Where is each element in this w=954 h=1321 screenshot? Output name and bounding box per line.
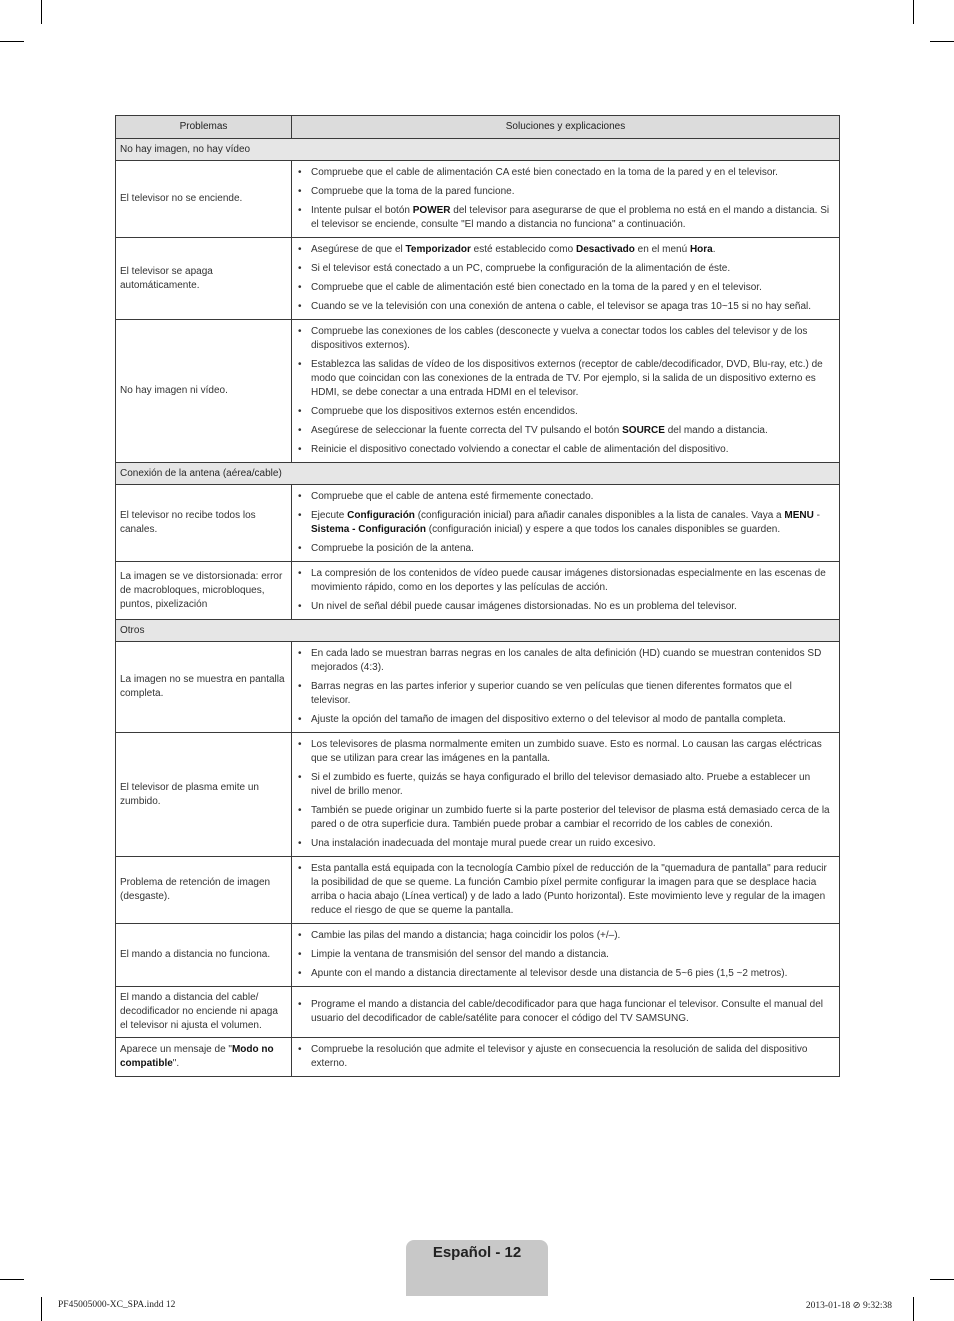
header-problems: Problemas (116, 116, 292, 139)
problem-cell: Aparece un mensaje de "Modo no compatible". (116, 1038, 292, 1077)
solution-item: • Apunte con el mando a distancia directamente al televisor desde una distancia de 5~6 pies (1,5 ~2 metros). (296, 967, 833, 981)
troubleshooting-table (115, 115, 840, 1077)
solution-item: • Compruebe las conexiones de los cables (desconecte y vuelva a conectar todos los cables del televisor y de los dispositivos externos). (296, 325, 833, 353)
keyword: MENU (784, 510, 814, 521)
solution-item: • Establezca las salidas de vídeo de los dispositivos externos (receptor de cable/decodificador, DVD, Blu-ray, etc.) de modo que coincidan con las conexiones de la entrada de TV. Por ejemplo, si la salida de un dispositivo externo es HDMI, se debe conectar a una entrada HDMI en el televisor. (296, 358, 833, 400)
solution-cell (292, 161, 840, 238)
solution-item: • Si el zumbido es fuerte, quizás se haya configurado el brillo del televisor demasiado alto. Pruebe a establecer un nivel de brillo menor. (296, 771, 833, 799)
solution-item: • Si el televisor está conectado a un PC, compruebe la configuración de la alimentación de éste. (296, 262, 833, 276)
table-row (116, 485, 840, 562)
solution-item: • Asegúrese de que el Temporizador esté establecido como Desactivado en el menú Hora. (296, 243, 833, 257)
solution-item: • Una instalación inadecuada del montaje mural puede crear un ruido excesivo. (296, 837, 833, 851)
solution-item: • Intente pulsar el botón POWER del televisor para asegurarse de que el problema no está en el mando a distancia. Si el televisor se enciende, consulte "El mando a distancia no funciona" a continuación. (296, 204, 833, 232)
keyword: Configuración (347, 510, 415, 521)
solution-item: • Compruebe la posición de la antena. (296, 542, 833, 556)
table-row (116, 320, 840, 463)
problem-cell: La imagen no se muestra en pantalla completa. (116, 642, 292, 733)
crop-mark (930, 1279, 954, 1280)
table-row (116, 642, 840, 733)
solution-item: • Compruebe que los dispositivos externos estén encendidos. (296, 405, 833, 419)
problem-cell: La imagen se ve distorsionada: error de macrobloques, microbloques, puntos, pixelización (116, 562, 292, 620)
crop-mark (0, 41, 24, 42)
table-row (116, 161, 840, 238)
solution-item: • Ajuste la opción del tamaño de imagen del dispositivo externo o del televisor al modo de pantalla completa. (296, 713, 833, 727)
solution-cell (292, 1038, 840, 1077)
solution-cell (292, 987, 840, 1038)
section-title: No hay imagen, no hay vídeo (116, 139, 840, 161)
table-row (116, 987, 840, 1038)
problem-cell: El mando a distancia del cable/ decodificador no enciende ni apaga el televisor ni ajusta el volumen. (116, 987, 292, 1038)
section-row (116, 620, 840, 642)
section-row (116, 463, 840, 485)
problem-cell: El televisor de plasma emite un zumbido. (116, 733, 292, 857)
date-slug: 2013-01-18 ⊘ 9:32:38 (805, 1301, 892, 1311)
solution-item: • Un nivel de señal débil puede causar imágenes distorsionadas. No es un problema del televisor. (296, 600, 833, 614)
problem-cell: El mando a distancia no funciona. (116, 924, 292, 987)
solution-item: • Programe el mando a distancia del cable/decodificador para que haga funcionar el televisor. Consulte el manual del usuario del decodificador de cable/satélite para conocer el código del TV SAMSUNG. (296, 998, 833, 1026)
problem-cell: No hay imagen ni vídeo. (116, 320, 292, 463)
problem-cell: Problema de retención de imagen (desgaste). (116, 857, 292, 924)
keyword: POWER (412, 205, 451, 216)
solution-item: • En cada lado se muestran barras negras en los canales de alta definición (HD) cuando se muestran contenidos SD mejorados (4:3). (296, 647, 833, 675)
solution-cell (292, 642, 840, 733)
solution-item: • Cambie las pilas del mando a distancia; haga coincidir los polos (+/–). (296, 929, 833, 943)
problem-cell: El televisor se apaga automáticamente. (116, 238, 292, 320)
crop-mark (913, 0, 914, 24)
section-title: Conexión de la antena (aérea/cable) (116, 463, 840, 485)
section-row (116, 139, 840, 161)
solution-item: • Asegúrese de seleccionar la fuente correcta del TV pulsando el botón SOURCE del mando a distancia. (296, 424, 833, 438)
solution-item: • Barras negras en las partes inferior y superior cuando se ven películas que tienen diferentes formatos que el televisor. (296, 680, 833, 708)
table-row (116, 857, 840, 924)
crop-mark (0, 1279, 24, 1280)
table-row (116, 1038, 840, 1077)
keyword: Desactivado (575, 244, 635, 255)
problem-cell: El televisor no se enciende. (116, 161, 292, 238)
solution-item: • Cuando se ve la televisión con una conexión de antena o cable, el televisor se apaga tras 10~15 si no hay señal. (296, 300, 833, 314)
solution-item: • Compruebe que el cable de alimentación esté bien conectado en la toma de la pared y en el televisor. (296, 281, 833, 295)
table-row (116, 924, 840, 987)
keyword: Hora (689, 244, 713, 255)
crop-mark (41, 0, 42, 24)
keyword: Temporizador (405, 244, 471, 255)
solution-item: • Compruebe que el cable de antena esté firmemente conectado. (296, 490, 833, 504)
file-slug: PF45005000-XC_SPA.indd 12 (58, 1300, 176, 1310)
solution-item: • Limpie la ventana de transmisión del sensor del mando a distancia. (296, 948, 833, 962)
solution-cell (292, 562, 840, 620)
solution-cell (292, 320, 840, 463)
solution-item: • Compruebe que la toma de la pared funcione. (296, 185, 833, 199)
solution-item: • Compruebe que el cable de alimentación CA esté bien conectado en la toma de la pared y en el televisor. (296, 166, 833, 180)
keyword: Modo no compatible (120, 1044, 274, 1069)
problem-cell: El televisor no recibe todos los canales. (116, 485, 292, 562)
solution-cell (292, 485, 840, 562)
crop-mark (41, 1297, 42, 1321)
section-title: Otros (116, 620, 840, 642)
keyword: Sistema - Configuración (311, 524, 427, 535)
crop-mark (913, 1297, 914, 1321)
solution-item: • Compruebe la resolución que admite el televisor y ajuste en consecuencia la resolución de salida del dispositivo externo. (296, 1043, 833, 1071)
page-number: Español - 12 (432, 1244, 522, 1261)
solution-item: • También se puede originar un zumbido fuerte si la parte posterior del televisor de plasma está demasiado cerca de la pared o de otra superficie dura. También puede probar a cambiar el recorrido de los cables de conexión. (296, 804, 833, 832)
solution-item: • Ejecute Configuración (configuración inicial) para añadir canales disponibles a la lista de canales. Vaya a MENU - Sistema - Configuración (configuración inicial) y espere a que todos los canales disponibles se guarden. (296, 509, 833, 537)
crop-mark (930, 41, 954, 42)
solution-item: • Reinicie el dispositivo conectado volviendo a conectar el cable de alimentación del dispositivo. (296, 443, 833, 457)
solution-item: • Los televisores de plasma normalmente emiten un zumbido suave. Esto es normal. Lo causan las cargas eléctricas que se utilizan para crear las imágenes en la pantalla. (296, 738, 833, 766)
solution-cell (292, 857, 840, 924)
keyword: SOURCE (622, 425, 665, 436)
solution-item: • Esta pantalla está equipada con la tecnología Cambio píxel de reducción de la "quemadura de pantalla" para reducir la posibilidad de que se queme. La función Cambio píxel permite configurar la imagen para que se desplace hacia arriba o hacia abajo (Línea vertical) y de lado a lado (Punto horizontal). Este movimiento leve y regular de la imagen reduce el riesgo de que se queme la pantalla. (296, 862, 833, 918)
table-row (116, 733, 840, 857)
solution-cell (292, 924, 840, 987)
solution-cell (292, 238, 840, 320)
table-row (116, 562, 840, 620)
header-solutions: Soluciones y explicaciones (292, 116, 840, 139)
table-header-row (116, 116, 840, 139)
solution-cell (292, 733, 840, 857)
table-row (116, 238, 840, 320)
solution-item: • La compresión de los contenidos de vídeo puede causar imágenes distorsionadas especialmente en las escenas de movimiento rápido, como en los deportes y las películas de acción. (296, 567, 833, 595)
